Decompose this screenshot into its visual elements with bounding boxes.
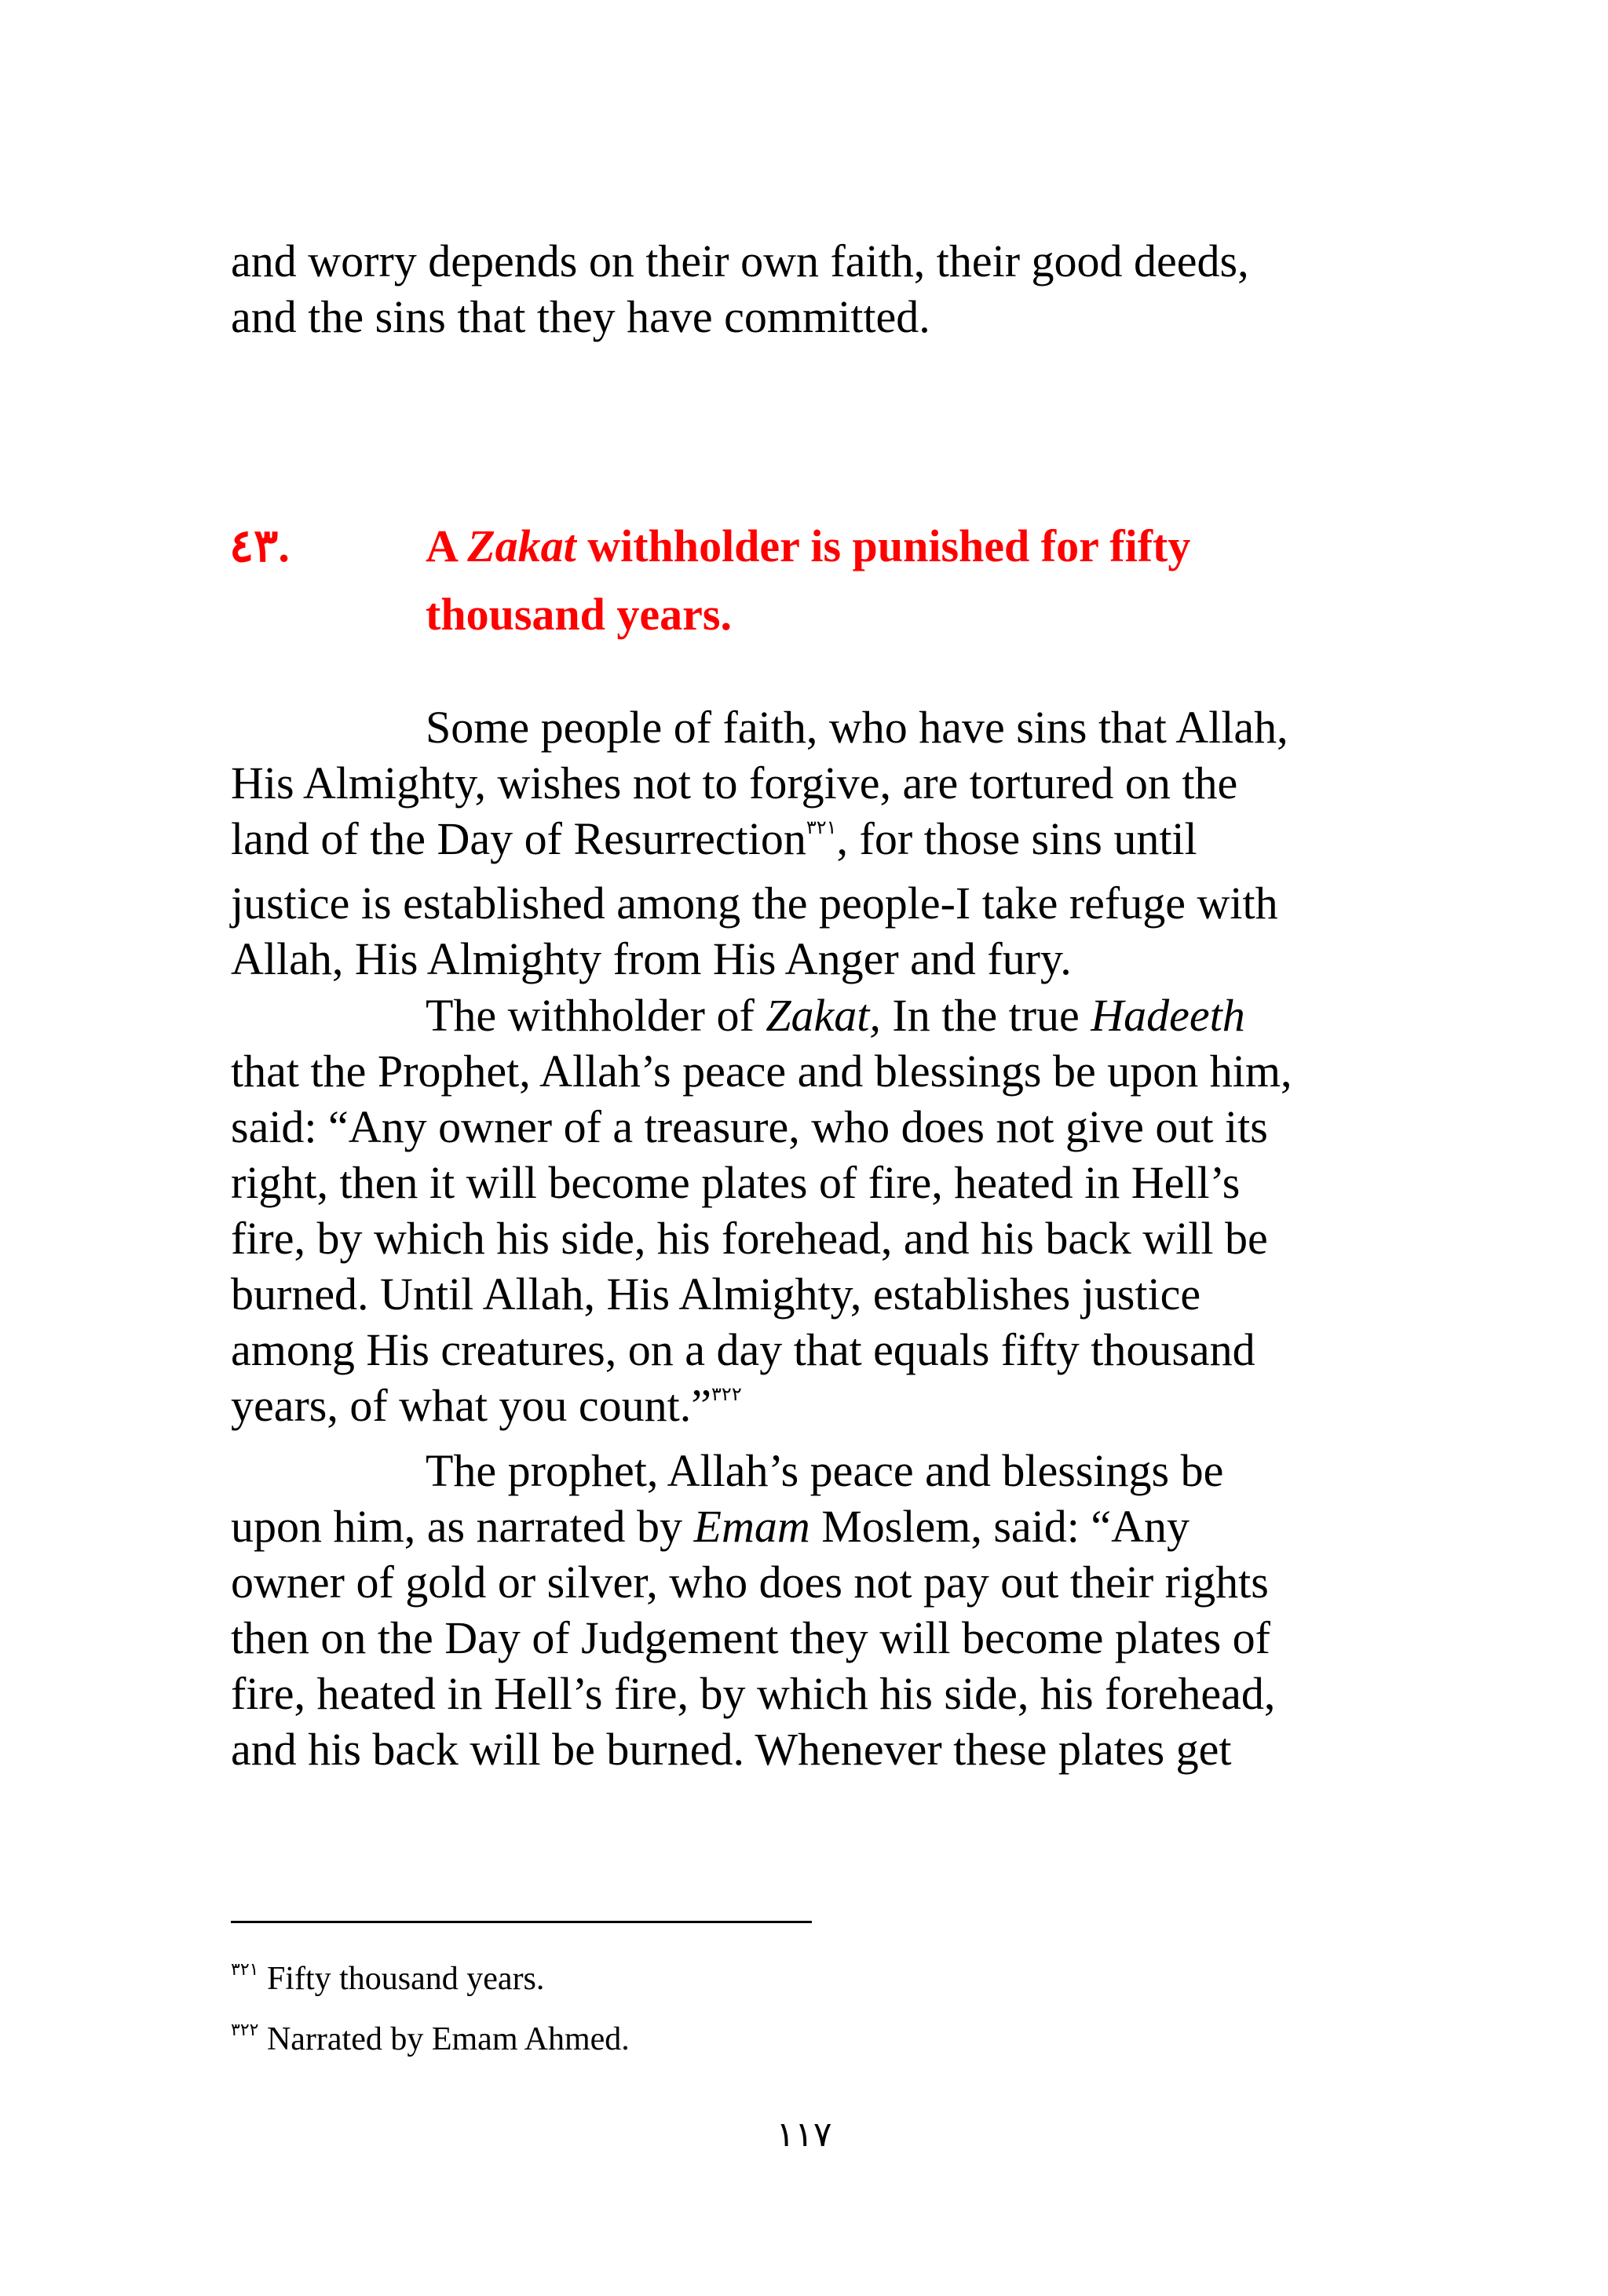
- body-text-line: said: “Any owner of a treasure, who does not give out its: [231, 1101, 1268, 1152]
- body-text-line: among His creatures, on a day that equals fifty thousand: [231, 1324, 1255, 1375]
- body-text-line: The withholder of Zakat, In the true Hadeeth: [426, 990, 1245, 1041]
- body-text-line: land of the Day of Resurrection$^{٣٢١}$, for those sins until: [231, 813, 1197, 864]
- section-heading: A Zakat withholder is punished for fifty: [426, 520, 1191, 571]
- body-text-line: burned. Until Allah, His Almighty, establishes justice: [231, 1268, 1201, 1320]
- body-text-line: and his back will be burned. Whenever these plates get: [231, 1724, 1232, 1775]
- page-number: ١١٧: [776, 2115, 832, 2155]
- footnote-ref: ٣٢٢: [711, 1385, 742, 1405]
- body-text-line: that the Prophet, Allah’s peace and blessings be upon him,: [231, 1046, 1292, 1097]
- body-text-line: His Almighty, wishes not to forgive, are tortured on the: [231, 757, 1238, 809]
- body-text-line: Some people of faith, who have sins that Allah,: [426, 702, 1288, 753]
- section-heading-continued: thousand years.: [426, 589, 732, 640]
- body-text-line: owner of gold or silver, who does not pay out their rights: [231, 1557, 1269, 1608]
- body-text-line: then on the Day of Judgement they will become plates of: [231, 1612, 1270, 1663]
- footnote: $^{٣٢١}$ Fifty thousand years.: [231, 1959, 545, 1997]
- footnote-ref: ٣٢١: [806, 818, 837, 838]
- body-text-line: and worry depends on their own faith, their good deeds,: [231, 235, 1249, 287]
- body-text-line: Allah, His Almighty from His Anger and fury.: [231, 933, 1072, 984]
- body-text-line: right, then it will become plates of fire, heated in Hell’s: [231, 1157, 1241, 1208]
- footnote: $^{٣٢٢}$ Narrated by Emam Ahmed.: [231, 2020, 630, 2057]
- body-text-line: justice is established among the people-I take refuge with: [231, 878, 1278, 929]
- body-text-line: fire, heated in Hell’s fire, by which his side, his forehead,: [231, 1668, 1276, 1719]
- section-number: ٤٣.: [229, 520, 290, 571]
- body-text-line: and the sins that they have committed.: [231, 291, 930, 342]
- footnote-separator: [231, 1921, 812, 1923]
- body-text-line: The prophet, Allah’s peace and blessings be: [426, 1445, 1224, 1496]
- body-text-line: fire, by which his side, his forehead, and his back will be: [231, 1213, 1268, 1264]
- body-text-line: upon him, as narrated by Emam Moslem, said: “Any: [231, 1501, 1190, 1552]
- body-text-line: years, of what you count.”$^{٣٢٢}$: [231, 1380, 742, 1431]
